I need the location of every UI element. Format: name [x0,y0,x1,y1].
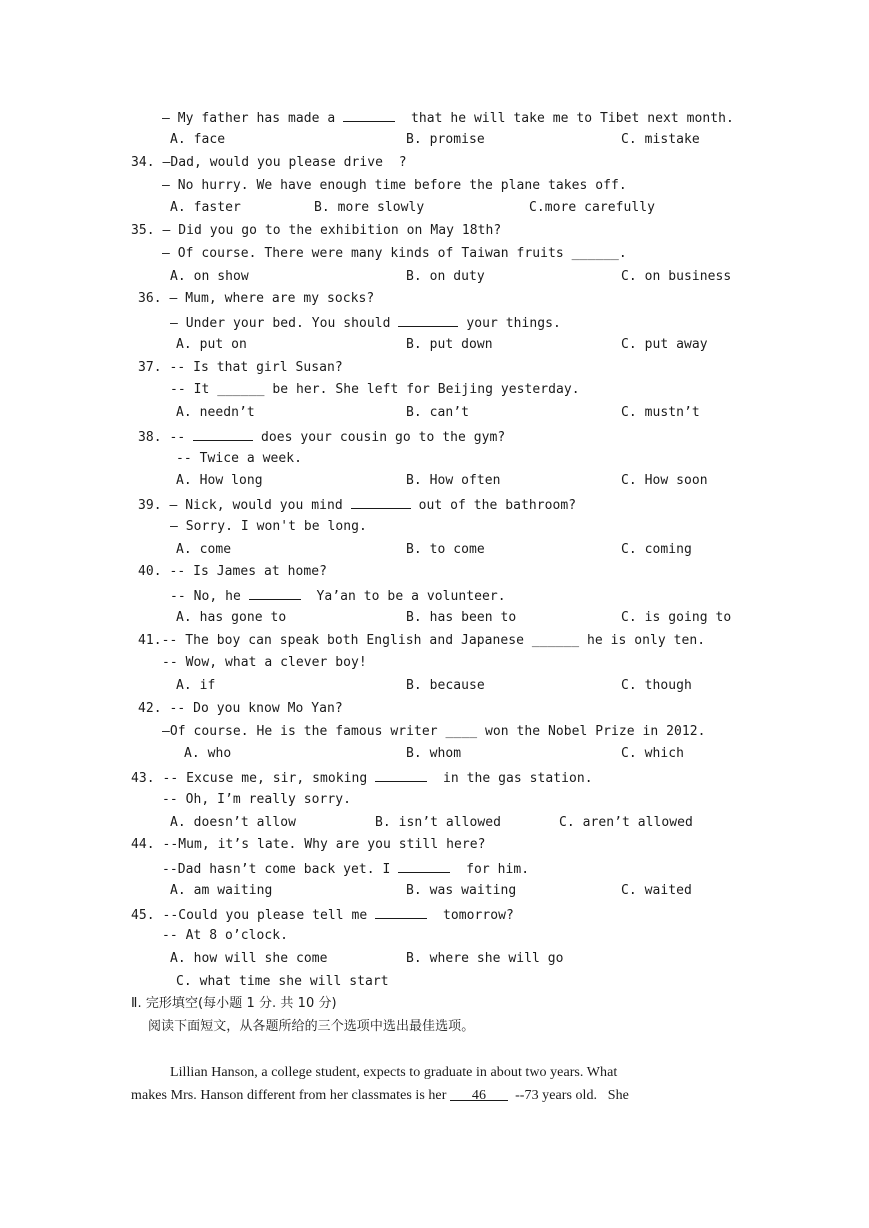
q44-option-a: A. am waiting [170,883,273,898]
q38-blank [193,428,253,441]
q43-stem-text-2: in the gas station. [442,771,593,786]
q35-option-a: A. on show [170,269,249,284]
q43-blank [375,769,427,782]
q43-stem [131,769,593,787]
q37-option-b: B. can’t [406,405,470,420]
q33-blank [343,109,395,122]
q38-stem [138,428,505,446]
q37-stem: 37. -- Is that girl Susan? [138,360,343,375]
q41-option-b: B. because [406,678,485,693]
q40-reply [170,587,506,605]
q41-stem: 41.-- The boy can speak both English and Japanese ______ he is only ten. [138,633,706,648]
q43-option-a: A. doesn’t allow [170,815,297,830]
q38-reply: -- Twice a week. [176,451,303,466]
q36-reply [170,314,561,332]
q45-stem-text: 45. --Could you please tell me [131,908,368,923]
q36-reply-text-2: your things. [466,316,561,331]
q43-option-b: B. isn’t allowed [375,815,502,830]
passage-line-1: Lillian Hanson, a college student, expects to graduate in about two years. What [170,1065,618,1080]
q44-reply-text-2: for him. [466,862,530,877]
q34-stem: 34. —Dad, would you please drive ? [131,155,407,170]
q40-reply-text: -- No, he [170,589,241,604]
q40-reply-text-2: Ya’an to be a volunteer. [316,589,506,604]
q36-reply-text: — Under your bed. You should [170,316,391,331]
q33-option-a: A. face [170,132,226,147]
q45-option-b: B. where she will go [406,951,564,966]
q40-stem: 40. -- Is James at home? [138,564,328,579]
cloze-blank-46-number: 46 [471,1088,487,1103]
q34-reply: — No hurry. We have enough time before the plane takes off. [162,178,627,193]
q39-option-c: C. coming [621,542,692,557]
q36-option-c: C. put away [621,337,708,352]
q42-stem: 42. -- Do you know Mo Yan? [138,701,343,716]
q44-option-b: B. was waiting [406,883,517,898]
q39-option-a: A. come [176,542,232,557]
q37-option-c: C. mustn’t [621,405,700,420]
q43-stem-text: 43. -- Excuse me, sir, smoking [131,771,368,786]
q35-stem: 35. — Did you go to the exhibition on May 18th? [131,223,502,238]
q39-stem-text-2: out of the bathroom? [418,498,577,513]
q45-option-a: A. how will she come [170,951,328,966]
q37-option-a: A. needn’t [176,405,255,420]
q38-option-b: B. How often [406,473,501,488]
q42-option-b: B. whom [406,746,462,761]
passage-line-2-text: makes Mrs. Hanson different from her classmates is her [131,1088,447,1103]
q45-stem-text-2: tomorrow? [442,908,514,923]
q43-reply: -- Oh, I’m really sorry. [162,792,352,807]
q44-reply-text: --Dad hasn’t come back yet. I [162,862,391,877]
q44-option-c: C. waited [621,883,692,898]
q34-option-c: C.more carefully [529,200,656,215]
q41-reply: -- Wow, what a clever boy! [162,655,367,670]
passage-line-2-text-2: --73 years old. [515,1088,598,1103]
q36-option-b: B. put down [406,337,493,352]
q45-reply: -- At 8 o’clock. [162,928,289,943]
q40-blank [249,587,301,600]
cloze-blank-46 [450,1088,508,1101]
q40-option-b: B. has been to [406,610,517,625]
q33-option-b: B. promise [406,132,485,147]
q43-option-c: C. aren’t allowed [559,815,693,830]
section-instruction: 阅读下面短文，从各题所给的三个选项中选出最佳选项。 [148,1019,475,1034]
q33-option-c: C. mistake [621,132,700,147]
q45-blank [375,906,427,919]
q36-option-a: A. put on [176,337,247,352]
q38-option-a: A. How long [176,473,263,488]
q33-stem-text-2: that he will take me to Tibet next month. [410,111,734,126]
q39-reply: — Sorry. I won't be long. [170,519,367,534]
q42-reply: —Of course. He is the famous writer ____ won the Nobel Prize in 2012. [162,724,706,739]
q35-option-c: C. on business [621,269,732,284]
q38-option-c: C. How soon [621,473,708,488]
q39-stem-text: 39. — Nick, would you mind [138,498,343,513]
q39-blank [351,496,411,509]
q39-stem [138,496,576,514]
q40-option-a: A. has gone to [176,610,287,625]
q39-option-b: B. to come [406,542,485,557]
q45-stem [131,906,514,924]
q33-stem-text: — My father has made a [162,111,336,126]
q40-option-c: C. is going to [621,610,732,625]
q34-option-a: A. faster [170,200,241,215]
q33-stem [162,109,734,127]
q41-option-c: C. though [621,678,692,693]
passage-line-2 [131,1088,629,1104]
section-heading: Ⅱ. 完形填空(每小题 1 分. 共 10 分) [131,996,337,1011]
q41-option-a: A. if [176,678,216,693]
q42-option-a: A. who [184,746,232,761]
q45-option-c: C. what time she will start [176,974,389,989]
q44-stem: 44. --Mum, it’s late. Why are you still here? [131,837,486,852]
passage-line-2-text-3: She [607,1088,629,1103]
q34-option-b: B. more slowly [314,200,425,215]
q44-blank [398,860,450,873]
q38-stem-text: 38. -- [138,430,186,445]
q36-blank [398,314,458,327]
q36-stem: 36. — Mum, where are my socks? [138,291,375,306]
q35-option-b: B. on duty [406,269,485,284]
q42-option-c: C. which [621,746,685,761]
q35-reply: — Of course. There were many kinds of Taiwan fruits ______. [162,246,627,261]
q44-reply [162,860,529,878]
q37-reply: -- It ______ be her. She left for Beijing yesterday. [170,382,580,397]
q38-stem-text-2: does your cousin go to the gym? [261,430,506,445]
